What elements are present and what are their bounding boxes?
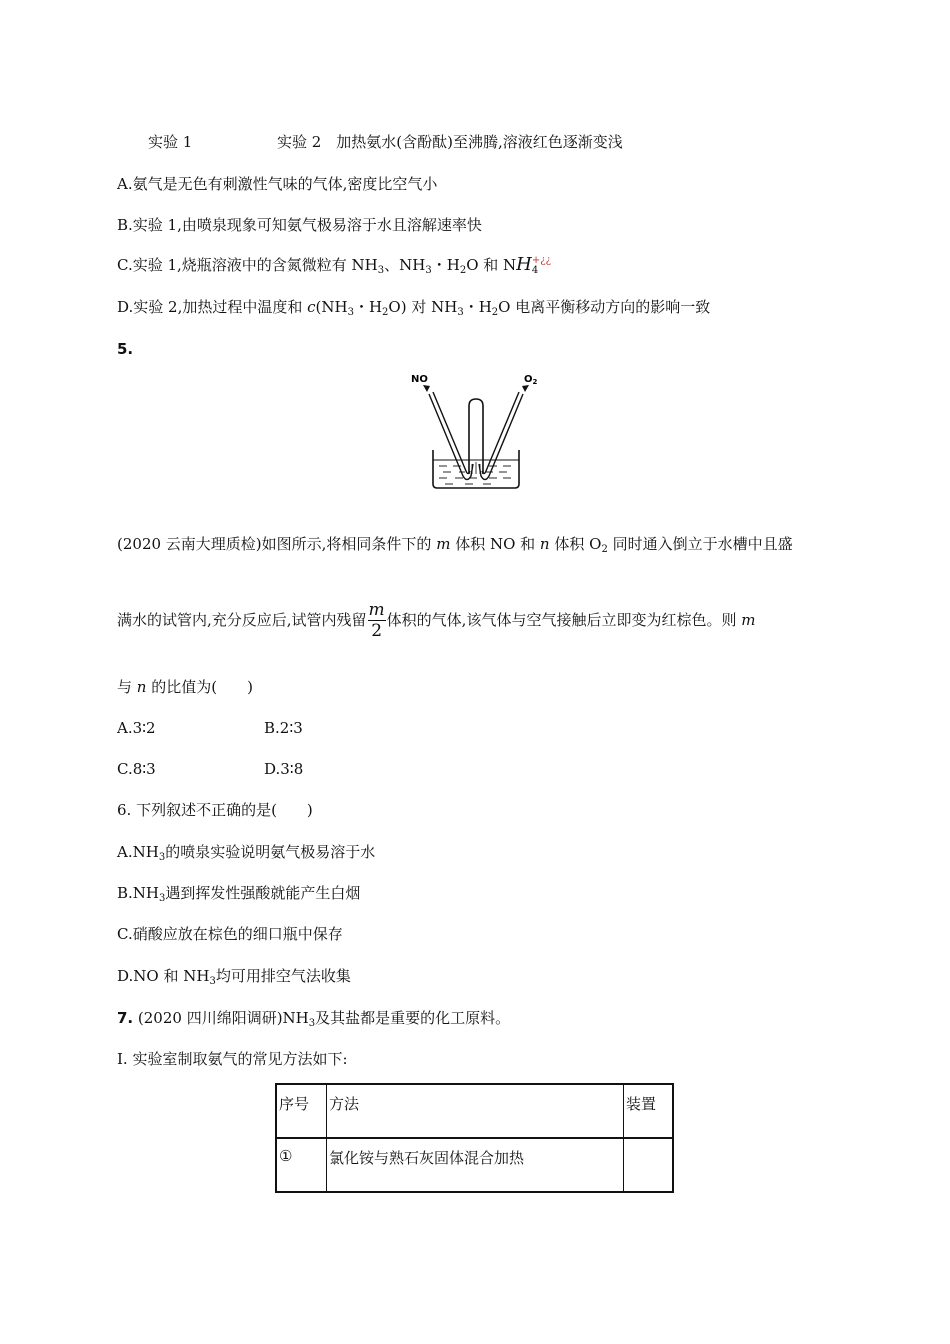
q5-text-2: 体积 NO 和 xyxy=(450,535,540,553)
sub-3: 3 xyxy=(209,976,216,987)
no-arrow xyxy=(423,385,430,392)
q6-d-text-2: 均可用排空气法收集 xyxy=(215,967,351,985)
sub-3: 3 xyxy=(425,265,432,276)
var-m: m xyxy=(741,611,756,629)
q5-stem-line-1 xyxy=(117,534,793,560)
header-method: 方法 xyxy=(327,1084,624,1138)
q4-c-text-2: 、NH xyxy=(384,256,426,274)
q7-text-1: (2020 四川绵阳调研)NH xyxy=(133,1009,309,1027)
sub-2: 2 xyxy=(459,265,467,276)
apparatus-figure xyxy=(405,368,538,494)
q5-option-d[interactable]: D.3∶8 xyxy=(264,760,304,778)
q4-d-text-4: O) 对 NH xyxy=(388,298,458,316)
var-n: n xyxy=(136,678,147,696)
q6-a-text-2: 的喷泉实验说明氨气极易溶于水 xyxy=(165,843,376,861)
figure-label-o2 xyxy=(524,374,538,386)
row-apparatus[interactable] xyxy=(624,1138,674,1192)
q6-option-a[interactable] xyxy=(117,842,375,868)
q5-option-c[interactable]: C.8∶3 xyxy=(117,760,156,778)
water-hatching xyxy=(439,466,511,484)
table-header-row xyxy=(276,1084,673,1138)
exp2-caption: 实验 2 加热氨水(含酚酞)至沸腾,溶液红色逐渐变浅 xyxy=(277,133,623,151)
figure-label-no: NO xyxy=(411,374,428,385)
q7-text-2: 及其盐都是重要的化工原料。 xyxy=(315,1009,511,1027)
exp1-caption: 实验 1 xyxy=(148,133,193,151)
fraction-m-over-2 xyxy=(368,601,386,641)
header-apparatus: 装置 xyxy=(624,1084,674,1138)
q4-option-a[interactable]: A.氨气是无色有刺激性气味的气体,密度比空气小 xyxy=(117,175,438,193)
q5-option-b[interactable]: B.2∶3 xyxy=(264,719,303,737)
q5-text-3: 体积 O xyxy=(549,535,602,553)
row-index: ① xyxy=(276,1138,327,1192)
sub-3: 3 xyxy=(159,893,166,904)
q4-d-text-1: D.实验 2,加热过程中温度和 xyxy=(117,298,308,316)
ammonium-h: H xyxy=(516,254,532,275)
q6-option-c[interactable]: C.硝酸应放在棕色的细口瓶中保存 xyxy=(117,925,343,943)
q5-option-a[interactable]: A.3∶2 xyxy=(117,719,156,737)
q4-d-text-2: (NH xyxy=(315,298,348,316)
q5-stem-line-2 xyxy=(117,599,755,641)
q4-option-c[interactable] xyxy=(117,255,551,281)
sub-3: 3 xyxy=(158,852,166,863)
q5-stem-line-3 xyxy=(117,677,253,697)
var-n: n xyxy=(539,535,550,553)
q5-text-8: 的比值为( ) xyxy=(146,678,253,696)
sub-3: 3 xyxy=(308,1018,316,1029)
header-index: 序号 xyxy=(276,1084,327,1138)
figure-o: O xyxy=(524,374,533,385)
q7-section-heading: Ⅰ. 实验室制取氨气的常见方法如下: xyxy=(117,1050,348,1068)
q4-c-text-3: ・H xyxy=(431,256,460,274)
q5-text-4: 同时通入倒立于水槽中且盛 xyxy=(607,535,793,553)
q4-d-text-5: ・H xyxy=(463,298,492,316)
q6-d-text-1: D.NO 和 NH xyxy=(117,967,210,985)
sub-3: 3 xyxy=(377,265,385,276)
q6-b-text-2: 遇到挥发性强酸就能产生白烟 xyxy=(165,884,361,902)
ammonium-sup-sub xyxy=(532,256,551,276)
sub-3: 3 xyxy=(347,307,354,318)
q4-d-text-3: ・H xyxy=(353,298,383,316)
ammonium-index: 4 xyxy=(531,265,539,276)
q4-option-d[interactable] xyxy=(117,297,710,323)
tube-water xyxy=(472,462,480,474)
sub-2: 2 xyxy=(491,307,499,318)
q7-stem xyxy=(117,1008,510,1034)
fraction-denominator: 2 xyxy=(371,621,383,641)
row-method: 氯化铵与熟石灰固体混合加热 xyxy=(327,1138,624,1192)
ammonium-charge: +¿¿ xyxy=(531,255,551,266)
q4-option-b[interactable]: B.实验 1,由喷泉现象可知氨气极易溶于水且溶解速率快 xyxy=(117,216,482,234)
q5-number: 5. xyxy=(117,340,134,358)
table-row xyxy=(276,1138,673,1192)
sub-3: 3 xyxy=(457,307,464,318)
q6-a-text-1: A.NH xyxy=(117,843,159,861)
o2-arrow xyxy=(522,385,529,392)
q4-d-c: c xyxy=(307,298,316,316)
sub-2: 2 xyxy=(601,544,608,555)
q6-option-d[interactable] xyxy=(117,966,351,992)
q6-option-b[interactable] xyxy=(117,883,360,909)
q4-d-text-6: O 电离平衡移动方向的影响一致 xyxy=(498,298,711,316)
q6-stem: 6. 下列叙述不正确的是( ) xyxy=(117,801,313,819)
q5-text-5: 满水的试管内,充分反应后,试管内残留 xyxy=(117,611,367,629)
q5-text-1: (2020 云南大理质检)如图所示,将相同条件下的 xyxy=(117,535,437,553)
o2-delivery-tube-inner xyxy=(482,392,519,474)
q4-c-text-1: C.实验 1,烧瓶溶液中的含氮微粒有 NH xyxy=(117,256,378,274)
no-delivery-tube-inner xyxy=(433,392,470,474)
q5-text-6: 体积的气体,该气体与空气接触后立即变为红棕色。则 xyxy=(386,611,742,629)
methods-table xyxy=(275,1083,674,1193)
var-m: m xyxy=(436,535,451,553)
fraction-numerator: m xyxy=(368,600,385,620)
sub-2: 2 xyxy=(382,307,389,318)
q6-b-text-1: B.NH xyxy=(117,884,159,902)
q7-number: 7. xyxy=(117,1009,134,1027)
q4-c-text-4: O 和 N xyxy=(466,256,517,274)
figure-o-sub: 2 xyxy=(532,378,538,386)
q5-text-7: 与 xyxy=(117,678,137,696)
